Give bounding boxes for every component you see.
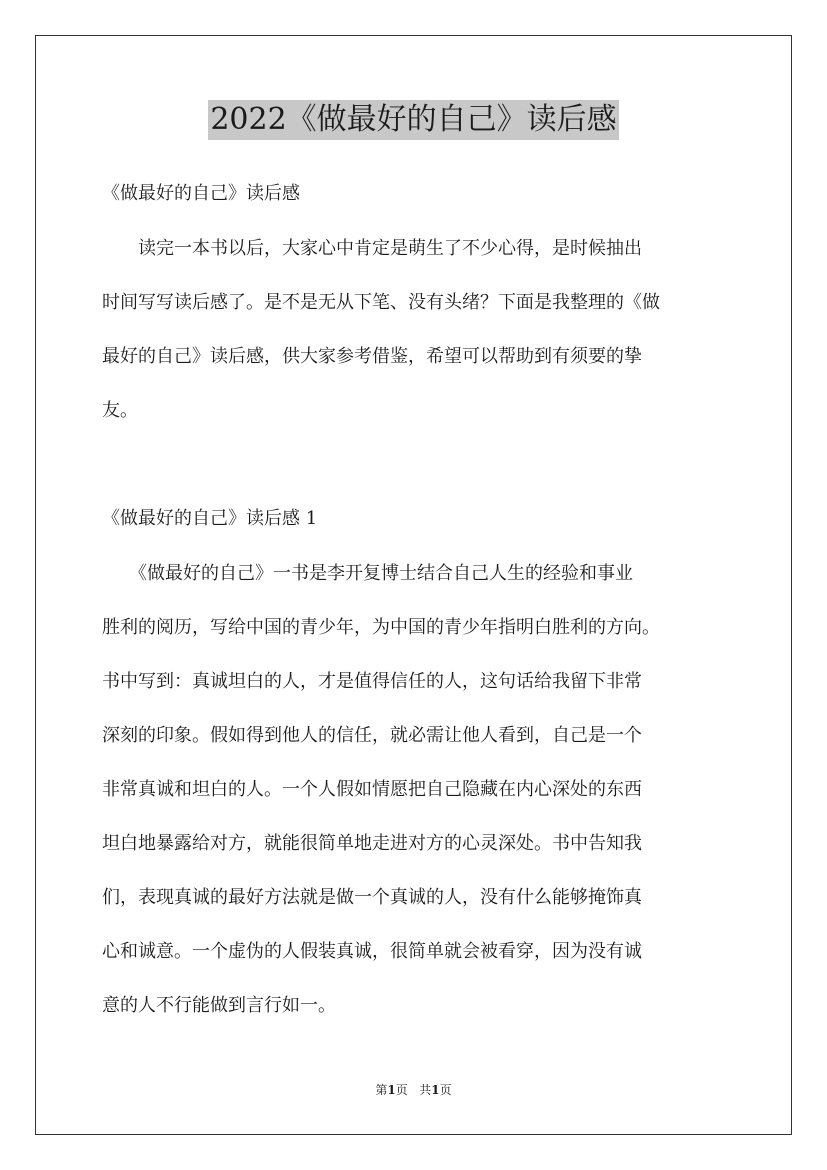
- document-title: 2022《做最好的自己》读后感: [208, 100, 618, 140]
- intro-line-2: 时间写写读后感了。是不是无从下笔、没有头绪？下面是我整理的《做: [102, 292, 660, 313]
- body-line-7: 们，表现真诚的最好方法就是做一个真诚的人，没有什么能够掩饰真: [102, 887, 642, 908]
- section-heading-intro: 《做最好的自己》读后感: [102, 183, 300, 204]
- page-footer: [0, 1082, 827, 1098]
- body-line-4: 深刻的印象。假如得到他人的信任，就必需让他人看到，自己是一个: [102, 725, 642, 746]
- footer-page-number: 1: [387, 1083, 396, 1097]
- body-line-8: 心和诚意。一个虚伪的人假装真诚，很简单就会被看穿，因为没有诚: [102, 941, 642, 962]
- intro-line-4: 友。: [102, 400, 138, 421]
- body-line-6: 坦白地暴露给对方，就能很简单地走进对方的心灵深处。书中告知我: [102, 833, 642, 854]
- title-container: [0, 100, 827, 140]
- body-line-1: 《做最好的自己》一书是李开复博士结合自己人生的经验和事业: [102, 563, 633, 584]
- footer-total-number: 1: [431, 1083, 440, 1097]
- body-line-5: 非常真诚和坦白的人。一个人假如情愿把自己隐藏在内心深处的东西: [102, 779, 642, 800]
- body-line-3: 书中写到：真诚坦白的人，才是值得信任的人，这句话给我留下非常: [102, 671, 642, 692]
- body-line-9: 意的人不行能做到言行如一。: [102, 995, 336, 1016]
- intro-line-3: 最好的自己》读后感，供大家参考借鉴，希望可以帮助到有须要的挚: [102, 346, 642, 367]
- intro-line-1: 读完一本书以后，大家心中肯定是萌生了不少心得，是时候抽出: [102, 238, 642, 259]
- footer-total-suffix: 页: [439, 1083, 452, 1097]
- section-heading-1: 《做最好的自己》读后感 1: [102, 508, 318, 529]
- footer-page-prefix: 第: [375, 1083, 388, 1097]
- footer-page-suffix: 页: [395, 1083, 408, 1097]
- body-line-2: 胜利的阅历，写给中国的青少年，为中国的青少年指明白胜利的方向。: [102, 617, 660, 638]
- footer-total-prefix: 共: [419, 1083, 432, 1097]
